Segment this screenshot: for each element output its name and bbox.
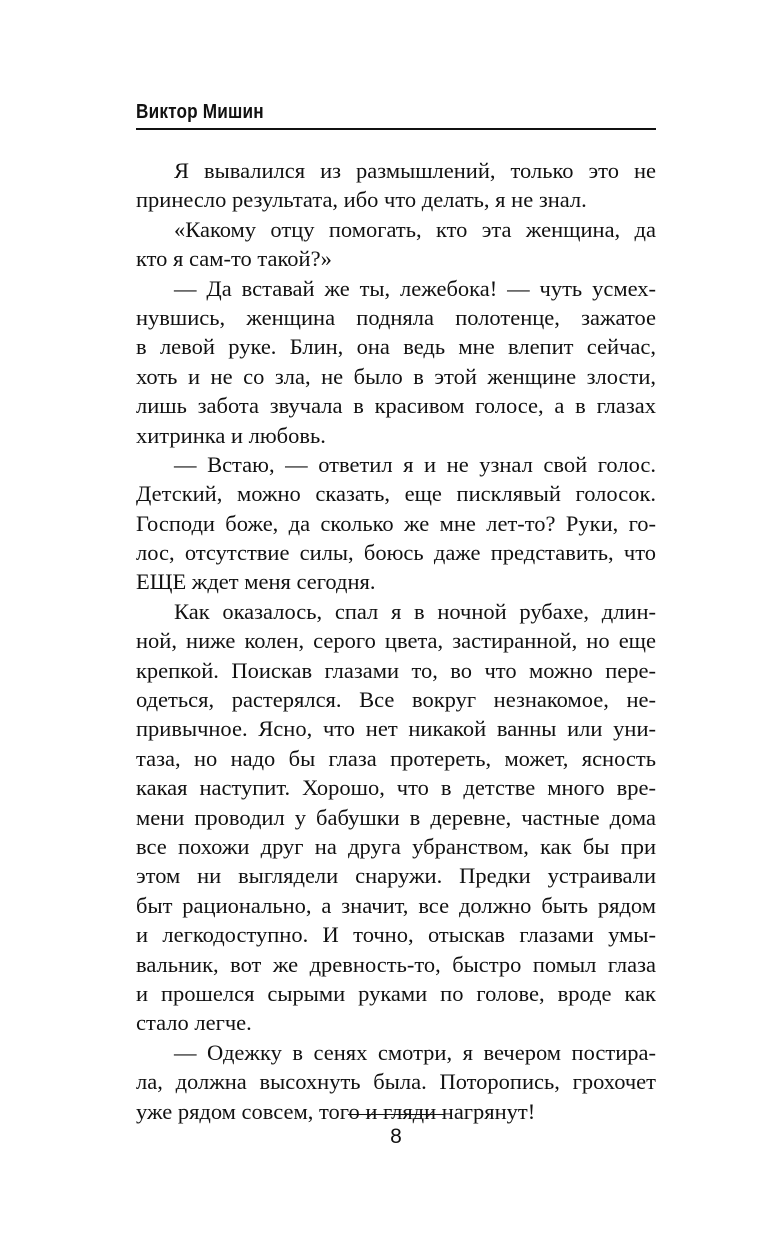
- text-block: [136, 156, 656, 1126]
- text-line: вальник, вот же древность-то, быстро помыл глаза: [136, 951, 656, 977]
- text-line: этом ни выглядели снаружи. Предки устраивали: [136, 863, 656, 889]
- text-line: какая наступит. Хорошо, что в детстве много вре-: [136, 775, 656, 801]
- text-line: одеться, растерялся. Все вокруг незнакомое, не-: [136, 687, 656, 713]
- text-line: стало легче.: [136, 1010, 252, 1036]
- text-line: ЕЩЕ ждет меня сегодня.: [136, 569, 376, 595]
- text-line: и легкодоступно. И точно, отыскав глазами умы-: [136, 922, 656, 948]
- text-line: — Одежку в сенях смотри, я вечером постира-: [174, 1039, 656, 1065]
- running-head: Виктор Мишин: [136, 101, 264, 123]
- text-line: Господи боже, да сколько же мне лет-то? Руки, го-: [136, 510, 656, 536]
- text-line: лишь забота звучала в красивом голосе, а в глазах: [136, 393, 656, 419]
- text-line: Как оказалось, спал я в ночной рубахе, длин-: [174, 598, 656, 624]
- folio-rule: [348, 1114, 444, 1115]
- text-line: уже рядом совсем, того и гляди нагрянут!: [136, 1098, 536, 1124]
- text-line: ной, ниже колен, серого цвета, застиранной, но еще: [136, 628, 656, 654]
- text-line: крепкой. Поискав глазами то, во что можно пере-: [136, 657, 656, 683]
- text-line: привычное. Ясно, что нет никакой ванны или уни-: [136, 716, 656, 742]
- text-line: принесло результата, ибо что делать, я не знал.: [136, 187, 587, 213]
- text-line: — Да вставай же ты, лежебока! — чуть усмех-: [174, 275, 656, 301]
- page-number: 8: [390, 1125, 402, 1148]
- text-line: — Встаю, — ответил я и не узнал свой голос.: [174, 451, 656, 477]
- text-line: кто я сам-то такой?»: [136, 246, 332, 272]
- text-line: таза, но надо бы глаза протереть, может, ясность: [136, 745, 656, 771]
- text-line: хоть и не со зла, не было в этой женщине злости,: [136, 363, 656, 389]
- text-line: Я вывалился из размышлений, только это не: [174, 158, 656, 183]
- text-line: в левой руке. Блин, она ведь мне влепит сейчас,: [136, 334, 656, 360]
- text-line: мени проводил у бабушки в деревне, частные дома: [136, 804, 656, 830]
- text-line: и прошелся сырыми руками по голове, вроде как: [136, 980, 656, 1006]
- text-line: все похожи друг на друга убранством, как бы при: [136, 833, 656, 859]
- text-line: хитринка и любовь.: [136, 422, 326, 448]
- text-line: лос, отсутствие силы, боюсь даже представить, что: [136, 540, 656, 566]
- text-line: «Какому отцу помогать, кто эта женщина, да: [174, 216, 656, 242]
- text-line: быт рационально, а значит, все должно быть рядом: [136, 892, 656, 918]
- text-line: ла, должна высохнуть была. Поторопись, грохочет: [136, 1069, 656, 1095]
- text-line: Детский, можно сказать, еще писклявый голосок.: [136, 481, 656, 507]
- text-line: нувшись, женщина подняла полотенце, зажатое: [136, 304, 656, 330]
- header-rule: [136, 128, 656, 130]
